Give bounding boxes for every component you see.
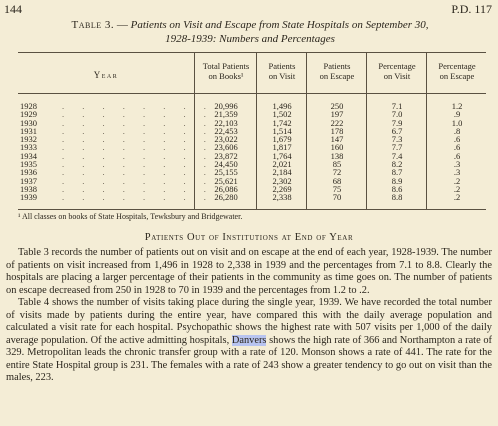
escape-cell: 72 (332, 167, 342, 178)
year-label: 1932 (20, 134, 37, 145)
escape-cell: 250 (330, 101, 344, 111)
pct-visit-cell: 7.4 (391, 150, 403, 161)
visit-cell: 2,269 (272, 183, 292, 194)
col-head-escape: Patients on Escape (319, 61, 355, 81)
leader-dots: . . . . . . . . (62, 134, 214, 145)
title-line1: Patients on Visit and Escape from State Hospitals on September 30, (130, 19, 429, 31)
visit-cell: 1,679 (272, 134, 292, 145)
body-text (6, 247, 492, 385)
total-cell: 26,280 (214, 192, 238, 203)
total-cell: 21,359 (214, 109, 238, 120)
visit-cell: 2,021 (272, 159, 292, 170)
visit-cell: 1,817 (272, 142, 292, 153)
leader-dots: . . . . . . . . (62, 159, 214, 170)
leader-dots: . . . . . . . . (62, 175, 214, 186)
section-title: Patients Out of Institutions at End of Year (144, 232, 354, 243)
pct-escape-cell: .2 (453, 183, 461, 194)
total-cell: 23,606 (214, 142, 238, 153)
col-head-total: Total Patients on Books¹ (202, 61, 250, 81)
pct-visit-column (366, 53, 427, 209)
pct-escape-cell: .6 (453, 142, 461, 153)
paragraph-2: Table 4 shows the number of visits taking place during the single year, 1939. We have recorded the total number of visits made by patients during the entire year, have compared this with the daily average population and calculated a visit rate for each hospital. Psychopathic shows the highest rate with 507 visits per 1,000 of the daily average population. Of the active admitting hospitals, Danvers shows the high rate of 366 and Northampton a rate of 329. Metropolitan leads the chronic transfer group with a rate of 120. Monson shows a rate of 441. The rate for the entire State Hospital group is 231. The females with a rate of 243 show a greater tendency to go out on visit than the males, 223. (6, 297, 492, 383)
pct-escape-cell: .6 (453, 134, 461, 145)
leader-dots: . . . . . . . . (62, 142, 214, 153)
leader-dots: . . . . . . . . (62, 167, 214, 178)
title-dash: — (114, 19, 131, 31)
year-label: 1930 (20, 117, 37, 128)
page-header (4, 2, 492, 16)
visit-cell: 2,302 (272, 175, 292, 186)
title-line2: 1928-1939: Numbers and Percentages (165, 33, 335, 45)
highlighted-word: Danvers (231, 334, 267, 346)
escape-cell: 147 (330, 134, 344, 145)
table-label: Table 3. (71, 19, 115, 31)
year-label: 1928 (20, 101, 37, 111)
pct-escape-cell: .9 (453, 109, 461, 120)
year-label: 1934 (20, 150, 37, 161)
escape-cell: 160 (330, 142, 344, 153)
pct-visit-cell: 8.7 (391, 167, 403, 178)
pct-visit-cell: 6.7 (391, 125, 403, 136)
pct-visit-cell: 8.6 (391, 183, 403, 194)
leader-dots: . . . . . . . . (62, 150, 214, 161)
total-cell: 25,621 (214, 175, 238, 186)
leader-dots: . . . . . . . . (62, 125, 214, 136)
pct-visit-cell: 7.3 (391, 134, 403, 145)
escape-cell: 178 (330, 125, 344, 136)
visit-cell: 2,184 (272, 167, 292, 178)
escape-cell: 75 (332, 183, 342, 194)
pct-escape-column (426, 53, 487, 209)
escape-cell: 70 (332, 192, 342, 203)
escape-cell: 68 (332, 175, 342, 186)
escape-column (306, 53, 367, 209)
page-number: 144 (4, 2, 22, 16)
year-column (18, 53, 214, 209)
data-table (18, 52, 486, 210)
pct-escape-cell: 1.0 (451, 117, 463, 128)
leader-dots: . . . . . . . . (62, 183, 214, 194)
visit-cell: 1,514 (272, 125, 292, 136)
pct-escape-cell: .3 (453, 167, 461, 178)
escape-cell: 197 (330, 109, 344, 120)
total-column (194, 53, 257, 209)
total-cell: 23,872 (214, 150, 238, 161)
pct-visit-cell: 7.7 (391, 142, 403, 153)
year-label: 1935 (20, 159, 37, 170)
pct-visit-cell: 8.9 (391, 175, 403, 186)
visit-cell: 1,742 (272, 117, 292, 128)
total-cell: 22,453 (214, 125, 238, 136)
col-head-pct-visit: Percentage on Visit (378, 61, 416, 81)
total-cell: 24,450 (214, 159, 238, 170)
year-label: 1938 (20, 183, 37, 194)
pct-escape-cell: .3 (453, 159, 461, 170)
year-label: 1933 (20, 142, 37, 153)
year-label: 1929 (20, 109, 37, 120)
leader-dots: . . . . . . . . (62, 109, 214, 120)
leader-dots: . . . . . . . . (62, 117, 214, 128)
pct-escape-cell: .2 (453, 192, 461, 203)
visit-column (256, 53, 307, 209)
total-cell: 25,155 (214, 167, 238, 178)
pct-escape-cell: 1.2 (451, 101, 463, 111)
escape-cell: 222 (330, 117, 344, 128)
pct-visit-cell: 8.2 (391, 159, 403, 170)
col-head-year: Year (93, 70, 119, 80)
pct-escape-cell: .8 (453, 125, 461, 136)
year-label: 1939 (20, 192, 37, 203)
pct-visit-cell: 8.8 (391, 192, 403, 203)
total-cell: 20,996 (214, 101, 238, 111)
col-head-pct-escape: Percentage on Escape (438, 61, 476, 81)
visit-cell: 1,496 (272, 101, 292, 111)
paragraph-1: Table 3 records the number of patients out on visit and on escape at the end of each year, 1928-1939. The number of patients on visit increased from 1,496 in 1928 to 2,338 in 1939 and the percentages from 7.1 to 8.8. Clearly the hospitals are placing a larger percentage of their patients in the community as time goes on. The number of patients on escape decreased from 250 in 1928 to 70 in 1939 and the percentages from 1.2 to .2. (6, 247, 492, 296)
year-label: 1931 (20, 125, 37, 136)
leader-dots: . . . . . . . . (62, 192, 214, 203)
pct-visit-cell: 7.9 (391, 117, 403, 128)
year-cell (18, 192, 214, 203)
pct-escape-cell: .2 (453, 175, 461, 186)
visit-cell: 1,764 (272, 150, 292, 161)
visit-cell: 2,338 (272, 192, 292, 203)
escape-cell: 85 (332, 159, 342, 170)
col-head-visit: Patients on Visit (268, 61, 296, 81)
document-id: P.D. 117 (451, 2, 492, 16)
leader-dots: . . . . . . . . (62, 101, 214, 111)
pct-visit-cell: 7.1 (391, 101, 403, 111)
total-cell: 23,022 (214, 134, 238, 145)
total-cell: 26,086 (214, 183, 238, 194)
pct-visit-cell: 7.0 (391, 109, 403, 120)
year-label: 1936 (20, 167, 37, 178)
year-label: 1937 (20, 175, 37, 186)
table-footnote: ¹ All classes on books of State Hospitals, Tewksbury and Bridgewater. (18, 212, 243, 221)
pct-escape-cell: .6 (453, 150, 461, 161)
total-cell: 22,103 (214, 117, 238, 128)
visit-cell: 1,502 (272, 109, 292, 120)
escape-cell: 138 (330, 150, 344, 161)
table-title (10, 18, 490, 46)
